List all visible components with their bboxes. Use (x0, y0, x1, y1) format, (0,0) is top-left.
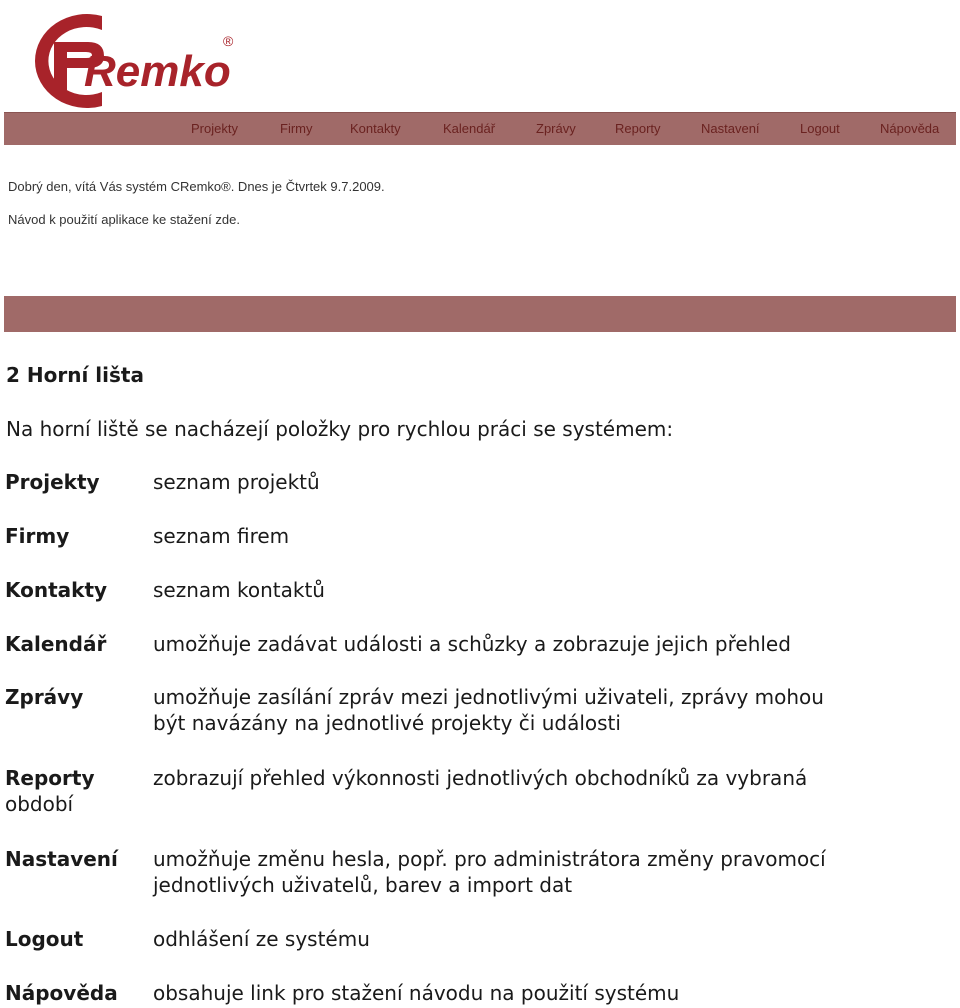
registered-mark: ® (223, 33, 234, 49)
nav-firmy[interactable]: Firmy (280, 121, 313, 136)
guide-prefix: Návod k použití aplikace ke stažení (8, 212, 216, 227)
desc-logout: odhlášení ze systému (153, 927, 370, 951)
nav-logout[interactable]: Logout (800, 121, 840, 136)
footer-bar (4, 296, 956, 332)
term-kalendar: Kalendář (5, 632, 107, 656)
guide-suffix: . (236, 212, 240, 227)
nav-kalendar[interactable]: Kalendář (443, 121, 496, 136)
term-napoveda: Nápověda (5, 981, 118, 1005)
remko-logo (6, 8, 238, 112)
nav-reporty[interactable]: Reporty (615, 121, 661, 136)
top-nav-bar (4, 112, 956, 145)
term-logout: Logout (5, 927, 84, 951)
term-kontakty: Kontakty (5, 578, 108, 602)
desc-projekty: seznam projektů (153, 470, 320, 494)
nav-kontakty[interactable]: Kontakty (350, 121, 401, 136)
desc-firmy: seznam firem (153, 524, 290, 548)
desc-kalendar: umožňuje zadávat události a schůzky a zobrazuje jejich přehled (153, 632, 791, 656)
nav-napoveda[interactable]: Nápověda (880, 121, 940, 136)
section-title: 2 Horní lišta (6, 363, 144, 387)
term-reporty-label: Reporty (5, 766, 95, 790)
nav-zpravy[interactable]: Zprávy (536, 121, 576, 136)
greeting-text: Dobrý den, vítá Vás systém CRemko®. Dnes je Čtvrtek 9.7.2009. (8, 179, 385, 194)
desc-nastaveni: umožňuje změnu hesla, popř. pro administrátora změny pravomocí jednotlivých uživatelů, barev a import dat (153, 847, 826, 897)
term-reporty (5, 765, 145, 817)
nav-nastaveni[interactable]: Nastavení (701, 121, 760, 136)
logo-r-stem (54, 42, 67, 90)
term-projekty: Projekty (5, 470, 100, 494)
guide-download-link[interactable]: zde (215, 212, 237, 227)
guide-download-text (8, 212, 240, 227)
desc-napoveda: obsahuje link pro stažení návodu na použití systému (153, 981, 680, 1005)
term-reporty-continuation: období (5, 792, 74, 816)
term-zpravy: Zprávy (5, 685, 84, 709)
desc-zpravy: umožňuje zasílání zpráv mezi jednotlivými uživateli, zprávy mohou být navázány na jednotlivé projekty či události (153, 685, 824, 735)
logo-wordmark: Remko (84, 47, 231, 96)
term-nastaveni: Nastavení (5, 847, 118, 871)
desc-reporty: zobrazují přehled výkonnosti jednotlivých obchodníků za vybraná (153, 766, 808, 790)
nav-projekty[interactable]: Projekty (191, 121, 238, 136)
term-firmy: Firmy (5, 524, 70, 548)
desc-kontakty: seznam kontaktů (153, 578, 325, 602)
intro-paragraph: Na horní liště se nacházejí položky pro rychlou práci se systémem: (6, 417, 674, 441)
